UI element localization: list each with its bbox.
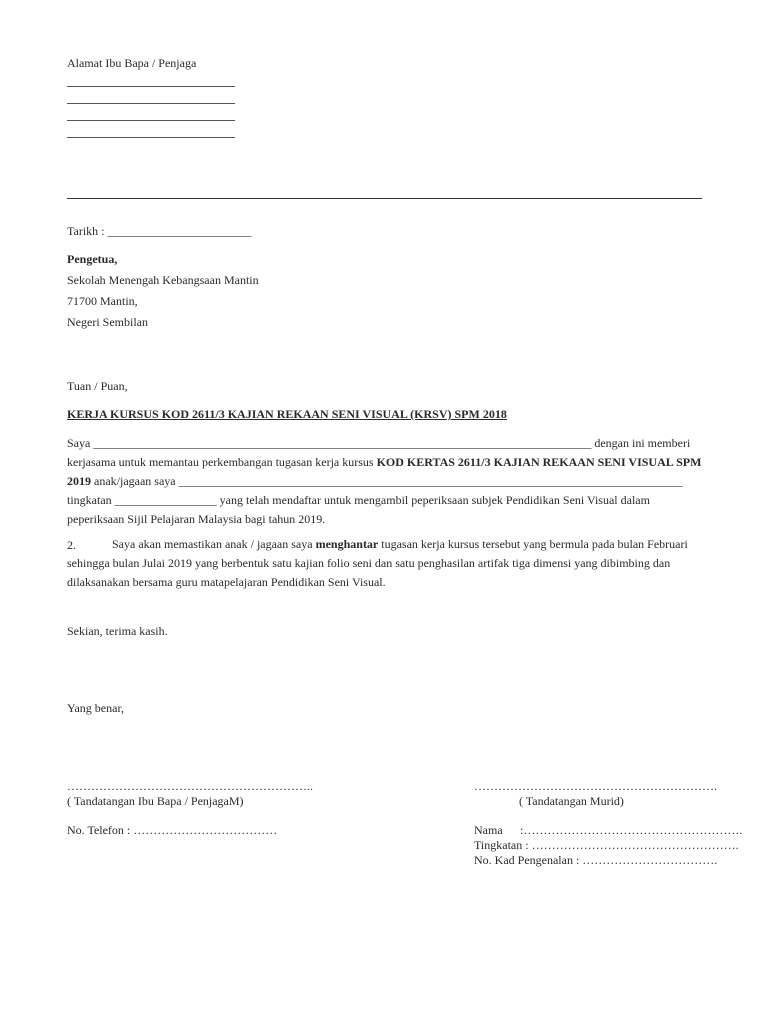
student-name-label: Nama xyxy=(474,823,503,837)
student-signature-line: ……………………………………………………. xyxy=(474,779,717,793)
para2-text-2: tugasan kerja kursus tersebut yang bermula pada bulan Februari sehingga bulan Julai 2019 yang berbentuk satu kajian folio seni dan satu penghasilan artifak tiga dimensi yang dibimbing dan dilaksanakan bersama guru matapelajaran Pendidikan Seni Visual. xyxy=(67,537,688,589)
recipient-title: Pengetua, xyxy=(67,252,118,266)
para1-text-3: tingkatan xyxy=(67,493,112,507)
para2-number: 2. xyxy=(67,538,76,552)
student-signature-label: ( Tandatangan Murid) xyxy=(519,794,624,808)
student-name-field: :………………………………………………. xyxy=(520,823,743,837)
recipient-postcode: 71700 Mantin, xyxy=(67,294,138,308)
para1-text-2: anak/jagaan saya xyxy=(94,474,176,488)
para2-text-1: Saya akan memastikan anak / jagaan saya xyxy=(112,537,313,551)
recipient-state: Negeri Sembilan xyxy=(67,315,148,329)
para1-form-blank: _________________ xyxy=(114,493,217,507)
para1-text-1: dengan ini memberi kerjasama untuk memantau perkembangan tugasan kerja kursus xyxy=(67,436,691,469)
address-label: Alamat Ibu Bapa / Penjaga xyxy=(67,56,197,70)
para2-bold: menghantar xyxy=(315,537,379,551)
para1-saya: Saya xyxy=(67,436,91,450)
closing: Sekian, terima kasih. xyxy=(67,624,168,638)
salutation: Tuan / Puan, xyxy=(67,379,128,393)
subject-heading: KERJA KURSUS KOD 2611/3 KAJIAN REKAAN SENI VISUAL (KRSV) SPM 2018 xyxy=(67,407,507,421)
parent-signature-line: …………………………………………………….. xyxy=(67,779,313,793)
paragraph-1 xyxy=(67,434,707,529)
student-form-field: Tingkatan : ……………………………………………. xyxy=(474,838,739,852)
phone-field: No. Telefon : ……………………………… xyxy=(67,823,278,837)
date-field: Tarikh : ________________________ xyxy=(67,224,252,238)
recipient-school: Sekolah Menengah Kebangsaan Mantin xyxy=(67,273,259,287)
student-ic-field: No. Kad Pengenalan : ……………………………. xyxy=(474,853,718,867)
para1-name-blank: ___________________________________________________________________________________ xyxy=(93,436,592,450)
address-line-1 xyxy=(67,86,235,87)
paragraph-2 xyxy=(67,535,707,592)
para1-paper-code: KOD KERTAS 2611/3 KAJIAN REKAAN SENI VISUAL SPM 2019 xyxy=(67,455,702,488)
divider-rule xyxy=(67,198,702,199)
yours-faithfully: Yang benar, xyxy=(67,701,124,715)
para1-text-4: yang telah mendaftar untuk mengambil peperiksaan subjek Pendidikan Seni Visual dalam peperiksaan Sijil Pelajaran Malaysia bagi tahun 2019. xyxy=(67,493,650,526)
address-line-3 xyxy=(67,120,235,121)
address-line-4 xyxy=(67,137,235,138)
address-line-2 xyxy=(67,103,235,104)
parent-signature-label: ( Tandatangan Ibu Bapa / PenjagaM) xyxy=(67,794,244,808)
para1-child-blank: ____________________________________________________________________________________ xyxy=(178,474,683,488)
